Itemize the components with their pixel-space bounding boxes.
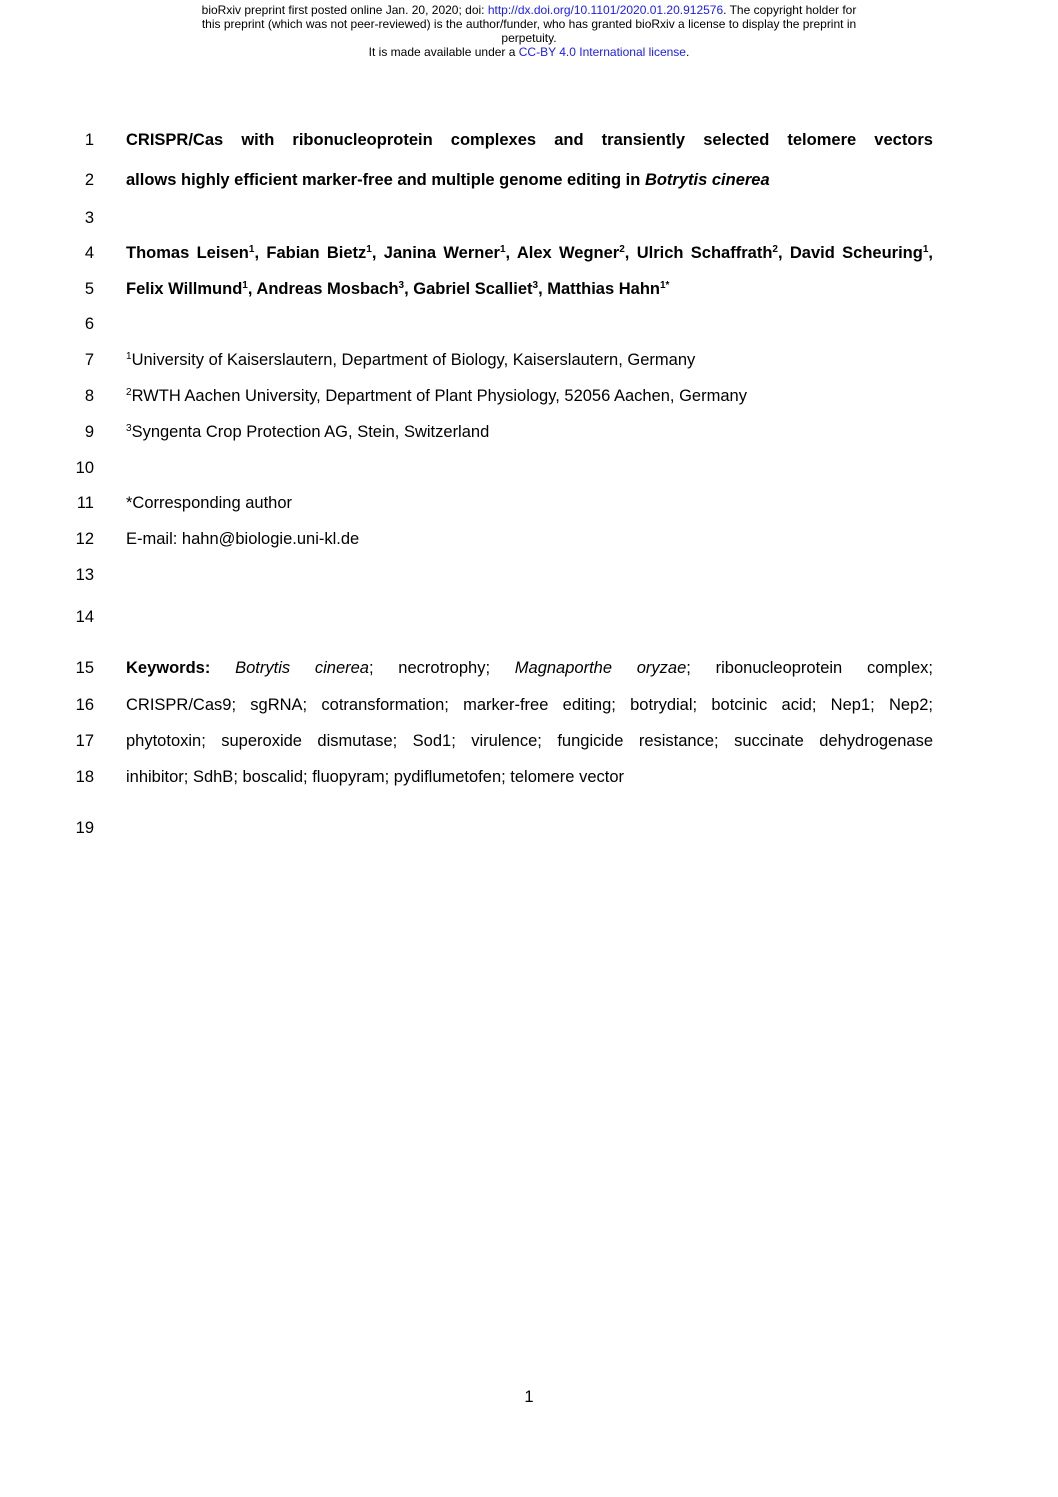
manuscript-line bbox=[0, 240, 1058, 266]
manuscript-line bbox=[0, 311, 1058, 337]
author: Janina Werner bbox=[383, 244, 500, 262]
page-number: 1 bbox=[524, 1388, 534, 1406]
line-number: 9 bbox=[84, 423, 94, 441]
keywords-line-1: Keywords: Botrytis cinerea; necrotrophy; Magnaporthe oryzae; ribonucleoprotein complex; bbox=[126, 659, 933, 677]
manuscript-line bbox=[0, 526, 1058, 552]
preprint-header bbox=[0, 3, 1058, 59]
manuscript-line bbox=[0, 419, 1058, 445]
keywords-line-4: inhibitor; SdhB; boscalid; fluopyram; pydiflumetofen; telomere vector bbox=[126, 768, 624, 786]
line-number: 10 bbox=[75, 459, 94, 477]
author: Fabian Bietz bbox=[266, 244, 367, 262]
header-line-1: bioRxiv preprint first posted online Jan. 20, 2020; doi: http://dx.doi.org/10.1101/2020.01.20.912576. The copyright holder for bbox=[201, 3, 857, 17]
line-number: 5 bbox=[84, 280, 94, 298]
manuscript-line bbox=[0, 455, 1058, 481]
keywords-line-2: CRISPR/Cas9; sgRNA; cotransformation; marker-free editing; botrydial; botcinic acid; Nep1; Nep2; bbox=[126, 696, 933, 714]
author: Ulrich Schaffrath bbox=[636, 244, 773, 262]
license-link[interactable]: CC-BY 4.0 International license bbox=[518, 45, 686, 59]
header-line-3: perpetuity. bbox=[501, 31, 557, 45]
line-number: 11 bbox=[76, 494, 94, 512]
manuscript-line bbox=[0, 562, 1058, 588]
affiliation-3: $^3$Syngenta Crop Protection AG, Stein, Switzerland bbox=[126, 423, 490, 441]
author: Alex Wegner bbox=[516, 244, 620, 262]
line-number: 1 bbox=[84, 131, 94, 149]
manuscript-line bbox=[0, 347, 1058, 373]
manuscript-line bbox=[0, 815, 1058, 841]
manuscript-line bbox=[0, 383, 1058, 409]
manuscript-line bbox=[0, 604, 1058, 630]
author: Thomas Leisen bbox=[126, 244, 249, 262]
author: Felix Willmund bbox=[126, 280, 243, 298]
manuscript-line bbox=[0, 276, 1058, 302]
corresponding-author: *Corresponding author bbox=[126, 494, 293, 512]
line-number: 14 bbox=[75, 608, 94, 626]
keywords-label: Keywords: bbox=[126, 659, 211, 677]
manuscript-line bbox=[0, 728, 1058, 754]
line-number: 8 bbox=[84, 387, 94, 405]
line-number: 13 bbox=[75, 566, 94, 584]
author: David Scheuring bbox=[789, 244, 923, 262]
title-species: Botrytis cinerea bbox=[644, 171, 770, 189]
manuscript-line bbox=[0, 167, 1058, 193]
manuscript-line bbox=[0, 490, 1058, 516]
manuscript-line bbox=[0, 692, 1058, 718]
title-line-2: allows highly efficient marker-free and multiple genome editing in Botrytis cinerea bbox=[126, 171, 770, 189]
line-number: 7 bbox=[84, 351, 94, 369]
manuscript-line bbox=[0, 205, 1058, 231]
manuscript-line bbox=[0, 655, 1058, 681]
title-line-1: CRISPR/Cas with ribonucleoprotein complexes and transiently selected telomere vectors bbox=[126, 131, 933, 149]
line-number: 18 bbox=[75, 768, 94, 786]
line-number: 17 bbox=[75, 732, 94, 750]
line-number: 4 bbox=[84, 244, 94, 262]
affiliation-1: $^1$University of Kaiserslautern, Department of Biology, Kaiserslautern, Germany bbox=[126, 351, 696, 369]
line-number: 6 bbox=[84, 315, 94, 333]
line-number: 15 bbox=[75, 659, 94, 677]
line-number: 19 bbox=[75, 819, 94, 837]
line-number: 2 bbox=[84, 171, 94, 189]
affiliation-2: $^2$RWTH Aachen University, Department of Plant Physiology, 52056 Aachen, Germany bbox=[126, 387, 747, 405]
header-line-4: It is made available under a CC-BY 4.0 International license. bbox=[368, 45, 690, 59]
author: Gabriel Scalliet bbox=[413, 280, 533, 298]
line-number: 3 bbox=[84, 209, 94, 227]
line-number: 12 bbox=[75, 530, 94, 548]
author: Andreas Mosbach bbox=[256, 280, 399, 298]
keywords-line-3: phytotoxin; superoxide dismutase; Sod1; virulence; fungicide resistance; succinate dehydrogenase bbox=[126, 732, 933, 750]
email: E-mail: hahn@biologie.uni-kl.de bbox=[126, 530, 360, 548]
authors-line-2: Felix Willmund$^1$, Andreas Mosbach$^3$, Gabriel Scalliet$^3$, Matthias Hahn$^{1*}$ bbox=[126, 280, 670, 298]
doi-link[interactable]: http://dx.doi.org/10.1101/2020.01.20.912576 bbox=[487, 3, 724, 17]
header-line-2: this preprint (which was not peer-reviewed) is the author/funder, who has granted bioRxiv a license to display the preprint in bbox=[201, 17, 857, 31]
line-number: 16 bbox=[75, 696, 94, 714]
manuscript-line bbox=[0, 764, 1058, 790]
manuscript-line bbox=[0, 127, 1058, 153]
authors-line-1: Thomas Leisen$^1$, Fabian Bietz$^1$, Janina Werner$^1$, Alex Wegner$^2$, Ulrich Schaffrath$^2$, David Scheuring$^1$, bbox=[126, 244, 933, 262]
author: Matthias Hahn bbox=[547, 280, 660, 298]
